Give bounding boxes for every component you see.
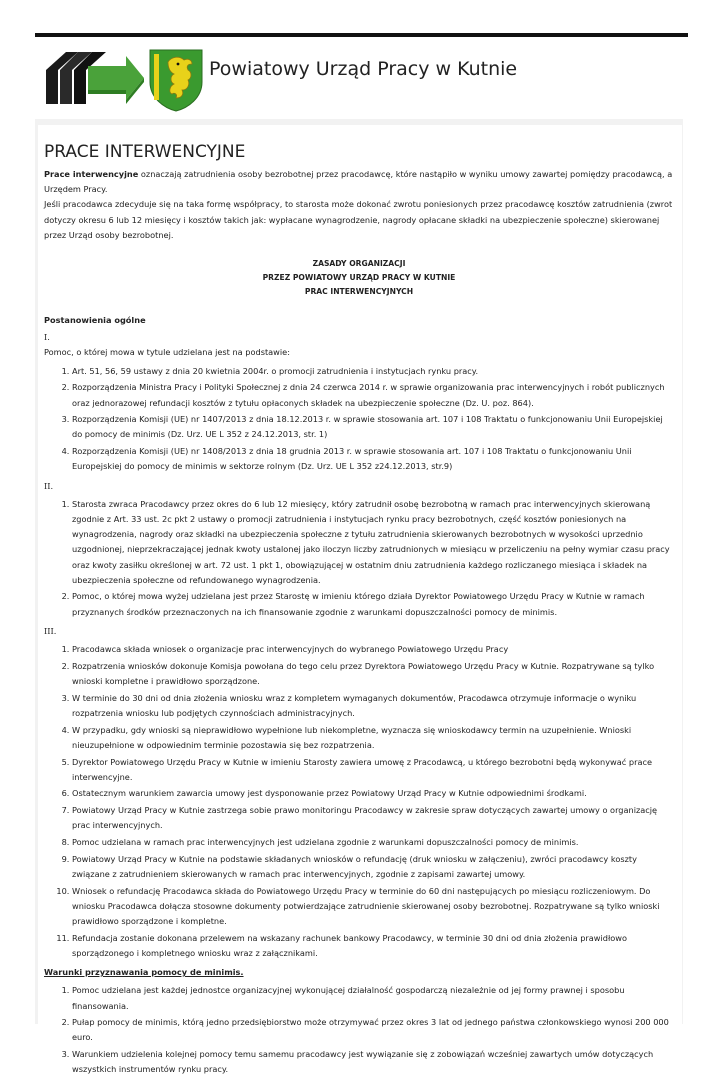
list-item: 3. W terminie do 30 dni od dnia złożenia wniosku wraz z kompletem wymaganych dokumentów, Pracodawca otrzymuje informacje o wyniku rozpatrzenia wniosku lub podjętych czynnościach administracyjnych.	[72, 691, 674, 721]
list-item: 6. Ostatecznym warunkiem zawarcia umowy jest dysponowanie przez Powiatowy Urząd Pracy w Kutnie odpowiednimi środkami.	[72, 786, 674, 801]
section-number: III.	[44, 625, 57, 636]
list-item: 1. Pracodawca składa wniosek o organizacje prac interwencyjnych do wybranego Powiatowego Urzędu Pracy	[72, 642, 674, 657]
rules-heading-line: PRZEZ POWIATOWY URZĄD PRACY W KUTNIE	[262, 273, 456, 283]
list-item: 5. Dyrektor Powiatowego Urzędu Pracy w Kutnie w imieniu Starosty zawiera umowę z Pracodawcą, u którego bezrobotni będą wykonywać prace interwencyjne.	[72, 755, 674, 785]
list-item: 10. Wniosek o refundację Pracodawca składa do Powiatowego Urzędu Pracy w terminie do 60 dni następujących po miesiącu rozliczeniowym. Do wniosku Pracodawca dołącza stosowne dokumenty potwierdzające zatrudnienie skierowanej osoby bezrobotnej. Rozpatrywane są tylko wnioski prawidłowo sporządzone i kompletne.	[72, 884, 674, 930]
intro-paragraph-2: Jeśli pracodawca zdecyduje się na taka formę współpracy, to starosta może dokonać zwrotu poniesionych przez pracodawcę kosztów zatrudnienia (zwrot dotyczy okresu 6 lub 12 miesięcy i kosztów takich jak: wypłacane wynagrodzenie, nagrody opłacane składki na ubezpieczenie społeczne) skierowanej przez Urząd osoby bezrobotnej.	[44, 199, 673, 240]
list-item: 3. Warunkiem udzielenia kolejnej pomocy temu samemu pracodawcy jest wywiązanie się z zobowiązań wcześniej zawartych umów dotyczących wszystkich instrumentów rynku pracy.	[72, 1047, 674, 1077]
list-item: 7. Powiatowy Urząd Pracy w Kutnie zastrzega sobie prawo monitoringu Pracodawcy w zakresie spraw dotyczących zawartej umowy o organizację prac interwencyjnych.	[72, 803, 674, 833]
list-item: 4. W przypadku, gdy wnioski są nieprawidłowo wypełnione lub niekompletne, wyznacza się wnioskodawcy termin na uzupełnienie. Wnioski nieuzupełnione w odpowiednim terminie pozostawia się bez rozpatrzenia.	[72, 723, 674, 753]
section-2-list	[44, 497, 674, 620]
list-item: 2. Pułap pomocy de minimis, którą jedno przedsiębiorstwo może otrzymywać przez okres 3 lat od jednego państwa członkowskiego wynosi 200 000 euro.	[72, 1015, 674, 1045]
intro-text: oznaczają zatrudnienia osoby bezrobotnej przez pracodawcę, które nastąpiło w wyniku umowy zawartej pomiędzy pracodawcą, a Urzędem Pracy.	[44, 169, 673, 195]
list-item: 11. Refundacja zostanie dokonana przelewem na wskazany rachunek bankowy Pracodawcy, w terminie 30 dni od dnia złożenia prawidłowo sporządzonego i kompletnego wniosku wraz z załącznikami.	[72, 931, 674, 961]
list-item: 1. Pomoc udzielana jest każdej jednostce organizacyjnej wykonującej działalność gospodarczą niezależnie od jej formy prawnej i sposobu finansowania.	[72, 983, 674, 1013]
list-item: 2. Pomoc, o której mowa wyżej udzielana jest przez Starostę w imieniu którego działa Dyrektor Powiatowego Urzędu Pracy w Kutnie w ramach przyznanych środków przeznaczonych na ich finansowanie zgodnie z warunkami dopuszczalności pomocy de minimis.	[72, 589, 674, 619]
conditions-list	[44, 983, 674, 1077]
list-item: 8. Pomoc udzielana w ramach prac interwencyjnych jest udzielana zgodnie z warunkami dopuszczalności pomocy de minimis.	[72, 835, 674, 850]
main-content	[38, 125, 682, 1075]
section-3-list	[44, 642, 674, 961]
rules-heading-line: ZASADY ORGANIZACJI	[312, 259, 406, 269]
site-title[interactable]: Powiatowy Urząd Pracy w Kutnie	[209, 58, 518, 80]
section-1-list	[44, 364, 674, 475]
list-item: 1. Starosta zwraca Pracodawcy przez okres do 6 lub 12 miesięcy, który zatrudnił osobę bezrobotną w ramach prac interwencyjnych skierowaną zgodnie z Art. 33 ust. 2c pkt 2 ustawy o promocji zatrudnienia i instytucjach rynku pracy bezrobotnych, część kosztów poniesionych na wynagrodzenia, nagrody oraz składki na ubezpieczenia społeczne z tytułu zatrudnienia skierowanych bezrobotnych w wysokości uprzednio uzgodnionej, nieprzekraczającej jednak kwoty ustalonej jako iloczyn liczby zatrudnionych w miesiącu w przeliczeniu na pełny wymiar czasu pracy oraz kwoty zasiłku określonej w art. 72 ust. 1 pkt 1, obowiązującej w ostatnim dniu zatrudnienia każdego rozliczanego miesiąca i składek na ubezpieczenia społeczne od refundowanego wynagrodzenia.	[72, 497, 674, 588]
intro-paragraph	[44, 167, 674, 197]
section-number: I.	[44, 332, 50, 343]
list-item: 2. Rozpatrzenia wniosków dokonuje Komisja powołana do tego celu przez Dyrektora Powiatowego Urzędu Pracy w Kutnie. Rozpatrywane są tylko wnioski kompletne i prawidłowo sporządzone.	[72, 659, 674, 689]
conditions-title: Warunki przyznawania pomocy de minimis.	[44, 967, 244, 978]
list-item: 3. Rozporządzenia Komisji (UE) nr 1407/2013 z dnia 18.12.2013 r. w sprawie stosowania art. 107 i 108 Traktatu o funkcjonowaniu Unii Europejskiej do pomocy de minimis (Dz. Urz. UE L 352 z 24.12.2013, str. 1)	[72, 412, 674, 442]
list-item: 9. Powiatowy Urząd Pracy w Kutnie na podstawie składanych wniosków o refundację (druk wniosku w załączeniu), zwróci pracodawcy koszty związane z zatrudnieniem skierowanych w ramach prac interwencyjnych, zgodnie z zapisami zawartej umowy.	[72, 852, 674, 882]
general-provisions-title: Postanowienia ogólne	[44, 315, 146, 326]
section-1-intro: Pomoc, o której mowa w tytule udzielana jest na podstawie:	[44, 347, 290, 358]
list-item: 2. Rozporządzenia Ministra Pracy i Polityki Społecznej z dnia 24 czerwca 2014 r. w sprawie organizowania prac interwencyjnych i robót publicznych oraz jednorazowej refundacji kosztów z tytułu opłaconych składek na ubezpieczenie społeczne (Dz. U. poz. 864).	[72, 380, 674, 410]
list-item: 1. Art. 51, 56, 59 ustawy z dnia 20 kwietnia 2004r. o promocji zatrudnienia i instytucjach rynku pracy.	[72, 364, 674, 379]
coat-of-arms-icon	[148, 48, 204, 112]
rules-heading	[44, 257, 674, 299]
rules-heading-line: PRAC INTERWENCYJNYCH	[304, 287, 414, 297]
logo-arrows-icon	[38, 48, 146, 112]
intro-bold: Prace interwencyjne	[44, 169, 139, 179]
section-number: II.	[44, 480, 54, 491]
list-item: 4. Rozporządzenia Komisji (UE) nr 1408/2013 z dnia 18 grudnia 2013 r. w sprawie stosowania art. 107 i 108 Traktatu o funkcjonowaniu Unii Europejskiej do pomocy de minimis w sektorze rolnym (Dz. Urz. UE L 352 z24.12.2013, str.9)	[72, 444, 674, 474]
page-title: PRACE INTERWENCYJNE	[44, 142, 246, 162]
